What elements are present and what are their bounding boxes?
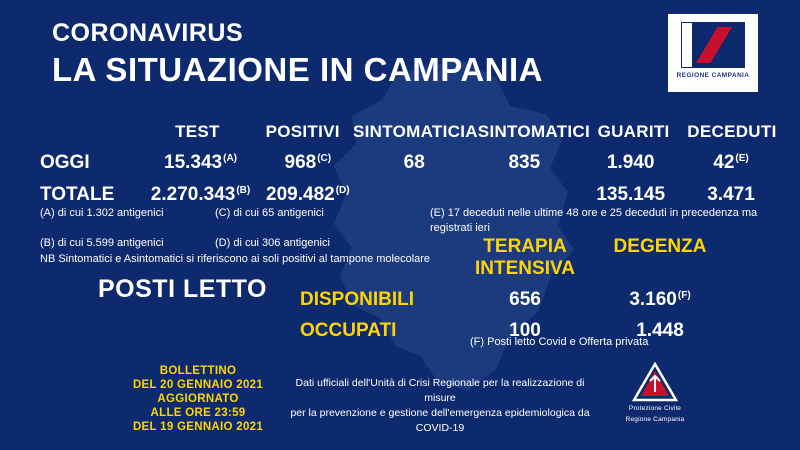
regione-campania-logo — [668, 14, 758, 92]
bulletin-line-2: DEL 20 GENNAIO 2021 — [132, 379, 264, 391]
column-header-asintomatici: ASINTOMATICI — [465, 122, 591, 141]
beds-occupati-terapia-intensiva: 100 — [509, 320, 541, 341]
footnote-b: (B) di cui 5.599 antigenici — [40, 237, 164, 249]
column-header-positivi: POSITIVI — [265, 122, 340, 141]
footnote-d: (D) di cui 306 antigenici — [215, 237, 330, 249]
column-header-intensiva: INTENSIVA — [475, 258, 575, 279]
cell-totale-positivi — [257, 184, 360, 206]
disclaimer-line-2: per la prevenzione e gestione dell'emergenza epidemiologica da COVID-19 — [290, 407, 590, 434]
footnote-f: (F) Posti letto Covid e Offerta privata — [470, 336, 649, 348]
cell-oggi-deceduti-value: 42 — [713, 152, 735, 173]
footnote-e: (E) 17 deceduti nelle ultime 48 ore e 25 deceduti in precedenza ma registrati ieri — [430, 207, 758, 234]
footnote-nb: NB Sintomatici e Asintomatici si riferiscono ai soli positivi al tampone molecolare — [40, 253, 431, 265]
beds-disponibili-terapia-intensiva: 656 — [509, 289, 541, 310]
bulletin-line-5: DEL 19 GENNAIO 2021 — [132, 421, 264, 433]
cell-oggi-positivi-value: 968 — [284, 152, 317, 173]
cell-totale-positivi-value: 209.482 — [266, 184, 335, 205]
protezione-civile-icon — [632, 362, 678, 402]
beds-table-header — [300, 236, 740, 280]
column-header-sintomatici: SINTOMATICI — [353, 122, 466, 141]
beds-disponibili-degenza-note: (F) — [677, 289, 691, 301]
cell-oggi-asintomatici: 835 — [508, 152, 541, 173]
column-header-guariti: GUARITI — [597, 122, 670, 141]
column-header-terapia-intensiva — [460, 236, 590, 280]
cell-oggi-test-value: 15.343 — [164, 152, 223, 173]
column-header-deceduti: DECEDUTI — [687, 122, 777, 141]
cell-oggi-deceduti — [682, 152, 780, 174]
stats-table — [40, 122, 780, 206]
cell-oggi-sintomatici: 68 — [403, 152, 425, 173]
protezione-civile-caption-1: Protezione Civile — [628, 405, 682, 412]
protezione-civile-logo — [600, 362, 710, 424]
regione-campania-flag-icon — [681, 22, 745, 68]
cell-totale-test-value: 2.270.343 — [150, 184, 236, 205]
beds-occupati-degenza: 1.448 — [636, 320, 684, 341]
bulletin-line-4: ALLE ORE 23:59 — [150, 407, 246, 419]
cell-totale-positivi-note: (D) — [335, 184, 350, 196]
cell-totale-guariti: 135.145 — [596, 184, 666, 205]
cell-oggi-guariti: 1.940 — [606, 152, 655, 173]
title-line-1: CORONAVIRUS — [52, 19, 244, 47]
table-row — [40, 184, 780, 206]
cell-totale-test — [145, 184, 257, 206]
footnote-c: (C) di cui 65 antigenici — [215, 207, 324, 219]
title-line-2: LA SITUAZIONE IN CAMPANIA — [52, 51, 543, 88]
protezione-civile-caption-2: Regione Campania — [625, 416, 685, 423]
page-title — [52, 18, 543, 90]
bulletin-date-block — [108, 364, 288, 434]
cell-totale-deceduti: 3.471 — [707, 184, 755, 205]
bulletin-line-1: BOLLETTINO — [159, 365, 237, 377]
beds-disponibili-degenza — [590, 289, 730, 311]
beds-disponibili-degenza-value: 3.160 — [629, 289, 677, 310]
cell-oggi-test — [145, 152, 257, 174]
cell-oggi-positivi-note: (C) — [317, 152, 332, 164]
beds-table — [300, 236, 740, 342]
beds-label-disponibili: DISPONIBILI — [300, 289, 415, 310]
cell-oggi-test-note: (A) — [223, 152, 238, 164]
stats-table-header — [40, 122, 780, 142]
column-header-test: TEST — [175, 122, 220, 141]
regione-campania-logo-caption: REGIONE CAMPANIA — [676, 72, 750, 79]
beds-label-occupati: OCCUPATI — [300, 320, 397, 341]
column-header-terapia: TERAPIA — [483, 236, 567, 257]
column-header-degenza: DEGENZA — [613, 236, 707, 257]
row-label-oggi: OGGI — [40, 152, 90, 173]
table-row — [40, 152, 780, 174]
beds-row-disponibili — [300, 289, 740, 311]
bulletin-line-3: AGGIORNATO — [157, 393, 239, 405]
beds-section-title: POSTI LETTO — [98, 275, 267, 303]
official-data-disclaimer — [290, 376, 590, 436]
disclaimer-line-1: Dati ufficiali dell'Unità di Crisi Regionale per la realizzazione di misure — [295, 377, 585, 404]
cell-oggi-positivi — [257, 152, 360, 174]
row-label-totale: TOTALE — [40, 184, 115, 205]
cell-totale-test-note: (B) — [236, 184, 251, 196]
footnote-a: (A) di cui 1.302 antigenici — [40, 207, 164, 219]
cell-oggi-deceduti-note: (E) — [735, 152, 749, 164]
